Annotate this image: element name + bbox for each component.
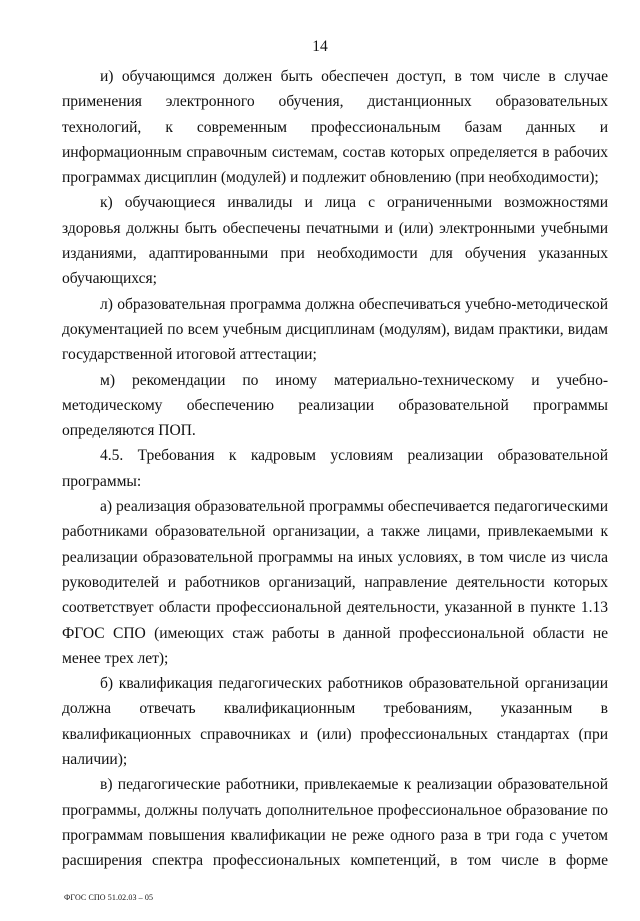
paragraph-k: к) обучающиеся инвалиды и лица с ограниченными возможностями здоровья должны быть обеспечены печатными и (или) электронными учебными изданиями, адаптированными при необходимости для обучения указанных обучающихся;	[62, 194, 608, 288]
paragraph-b: б) квалификация педагогических работников образовательной организации должна отвечать квалификационным требованиям, указанным в квалификационных справочниках и (или) профессиональных стандартах (при наличии);	[62, 675, 608, 769]
page-number: 14	[312, 38, 328, 55]
paragraph-m: м) рекомендации по иному материально-техническому и учебно-методическому обеспечению реализации образовательной программы определяются ПОП.	[62, 371, 608, 440]
document-footer-code: ФГОС СПО 51.02.03 – 05	[64, 893, 154, 902]
paragraph-l: л) образовательная программа должна обеспечиваться учебно-методической документацией по всем учебным дисциплинам (модулям), видам практики, видам государственной итоговой аттестации;	[62, 295, 608, 364]
paragraph-v: в) педагогические работники, привлекаемые к реализации образовательной программы, должны получать дополнительное профессиональное образование по программам повышения квалификации не реже одного раза в три года с учетом расширения спектра профессиональных компетенций, в том числе в форме	[62, 776, 608, 870]
section-heading-4-5: 4.5. Требования к кадровым условиям реализации образовательной программы:	[62, 447, 608, 490]
document-body	[62, 64, 608, 874]
paragraph-a: а) реализация образовательной программы обеспечивается педагогическими работниками образовательной организации, а также лицами, привлекаемыми к реализации образовательной программы на иных условиях, в том числе из числа руководителей и работников организаций, направление деятельности которых соответствует области профессиональной деятельности, указанной в пункте 1.13 ФГОС СПО (имеющих стаж работы в данной профессиональной области не менее трех лет);	[62, 498, 608, 667]
paragraph-i: и) обучающимся должен быть обеспечен доступ, в том числе в случае применения электронного обучения, дистанционных образовательных технологий, к современным профессиональным базам данных и информационным справочным системам, состав которых определяется в рабочих программах дисциплин (модулей) и подлежит обновлению (при необходимости);	[62, 68, 608, 187]
